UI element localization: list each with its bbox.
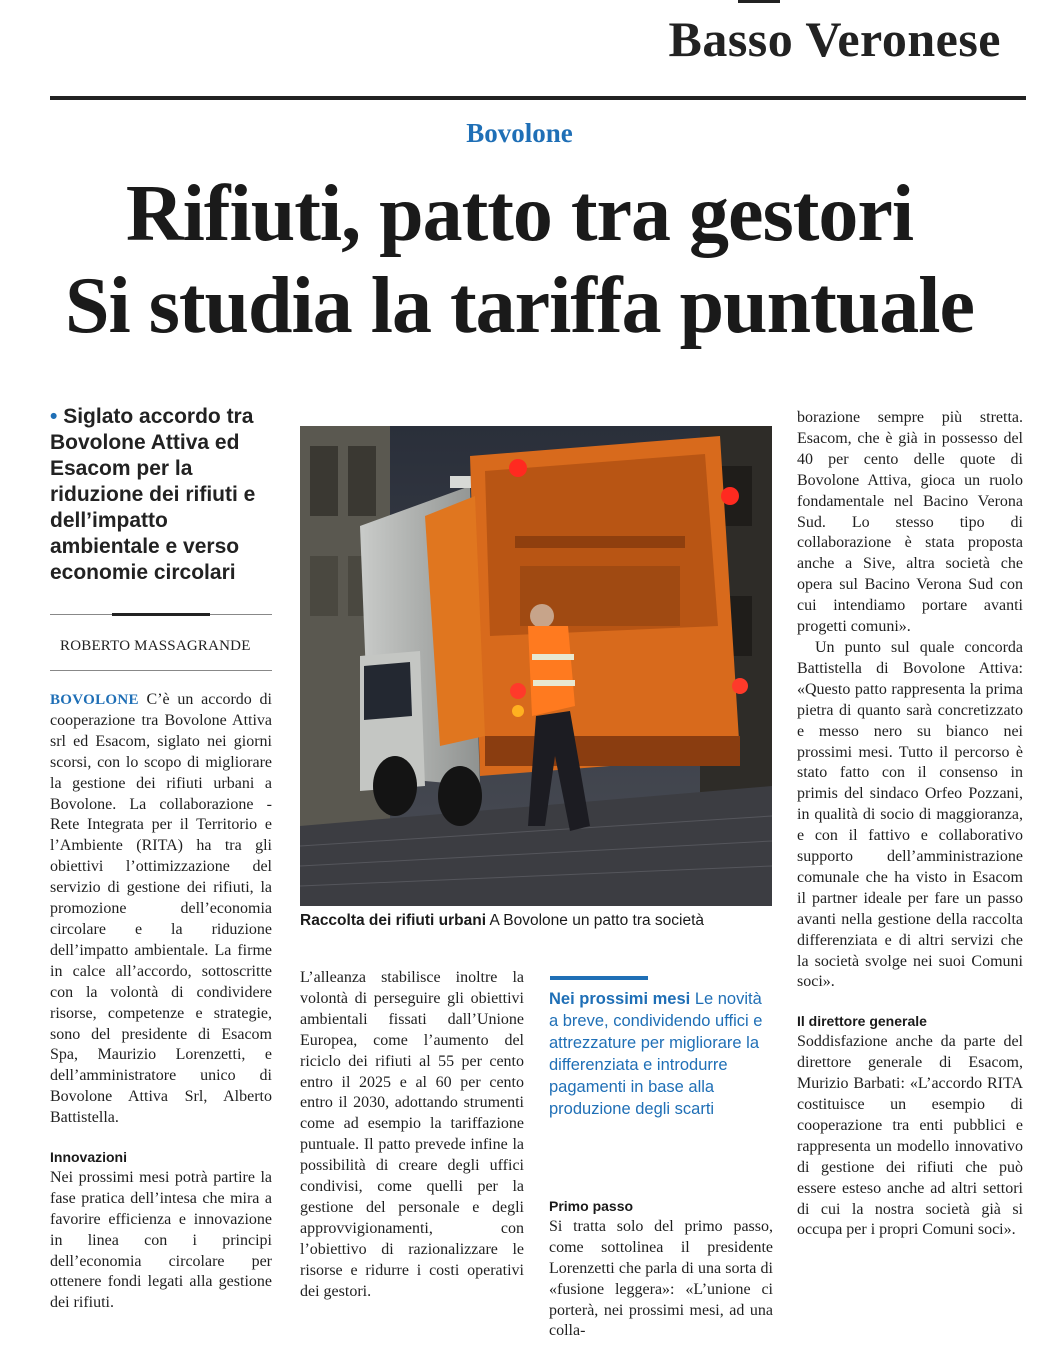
paragraph: borazione sempre più stretta. Esacom, che è già in possesso del 40 per cento delle quote di Bovolone Attiva, gioca un ruolo fondamentale nel Bacino Verona Sud. Lo stesso tipo di collaborazione è stata proposta anche a Sive, altra società che opera sul Bacino Verona Sud con cui intendiamo portare avanti progetti comuni». bbox=[797, 409, 1023, 636]
summary-text: Siglato accordo tra Bovolone Attiva ed Esacom per la riduzione dei rifiuti e dell’impatto ambientale e verso economie circolari bbox=[50, 405, 256, 584]
summary-bullet: • bbox=[50, 405, 58, 428]
photo-garbage-truck bbox=[300, 426, 772, 906]
caption-bold: Raccolta dei rifiuti urbani bbox=[300, 912, 487, 929]
photo-caption bbox=[300, 912, 780, 930]
header-tab-mark bbox=[738, 0, 780, 3]
article-column-3 bbox=[549, 1196, 773, 1342]
article-column-1 bbox=[50, 690, 272, 1314]
pullquote-text: Le novità a breve, condividendo uffici e attrezzature per migliorare la differenziata e introdurre pagamenti in base alla produzione degli scarti bbox=[549, 990, 763, 1118]
header-rule bbox=[50, 96, 1026, 100]
headline-line-2: Si studia la tariffa puntuale bbox=[65, 262, 974, 350]
dateline: BOVOLONE bbox=[50, 692, 139, 708]
photo-illustration bbox=[300, 426, 772, 906]
caption-text: A Bovolone un patto tra società bbox=[486, 912, 705, 929]
subhead-direttore: Il direttore generale bbox=[797, 1013, 927, 1030]
article-column-4 bbox=[797, 408, 1023, 1241]
paragraph: L’alleanza stabilisce inoltre la volontà di perseguire gli obiettivi ambientali fissati dall’Unione Europea, come l’aumento del riciclo dei rifiuti al 55 per cento entro il 2025 e al 60 per cento entro il 2030, adottando strumenti come ad esempio la tariffazione puntuale. Il patto prevede infine la possibilità di creare degli uffici condivisi, come quelli per la gestione del personale e degli approvvigionamenti, con l’obiettivo di razionalizzare le risorse e ridurre i costi operativi dei gestori. bbox=[300, 969, 524, 1300]
subhead-innovazioni: Innovazioni bbox=[50, 1149, 127, 1166]
kicker: Bovolone bbox=[466, 118, 573, 148]
section-title: Basso Veronese bbox=[668, 11, 1001, 67]
byline-rule bbox=[50, 670, 272, 671]
summary bbox=[50, 404, 275, 586]
pullquote-bold: Nei prossimi mesi bbox=[549, 990, 691, 1008]
paragraph: Si tratta solo del primo passo, come sottolinea il presidente Lorenzetti che parla di una sorta di «fusione leggera»: «L’unione ci porterà, nei prossimi mesi, ad una colla- bbox=[549, 1217, 773, 1340]
paragraph: Soddisfazione anche da parte del direttore generale di Esacom, Murizio Barbati: «L’accordo RITA costituisce un esempio di cooperazione tra enti pubblici e rappresenta un modello innovativo di gestione dei rifiuti che può essere esteso anche ad altri settori di cui la nostra società già si occupa per i propri Comuni soci». bbox=[797, 1033, 1023, 1239]
byline: ROBERTO MASSAGRANDE bbox=[60, 638, 251, 654]
summary-short-rule bbox=[112, 613, 210, 616]
subhead-primo-passo: Primo passo bbox=[549, 1198, 634, 1214]
paragraph: Nei prossimi mesi potrà partire la fase pratica dell’intesa che mira a favorire efficienza e innovazione in linea con i principi dell’economia circolare per ottenere fondi legati alla gestione dei rifiuti. bbox=[50, 1168, 272, 1312]
headline-line-1: Rifiuti, patto tra gestori bbox=[125, 170, 914, 258]
article-column-2 bbox=[300, 968, 524, 1303]
pullquote-bar bbox=[550, 976, 648, 980]
paragraph: Un punto sul quale concorda Battistella di Bovolone Attiva: «Questo patto rappresenta la prima pietra di quanto sarà concretizzato e messo nero su bianco nei prossimi mesi. Tutto il percorso è stato fatto con il consenso in primis del sindaco Orfeo Pozzani, in qualità di socio di maggioranza, e con il fattivo e collaborativo supporto dell’amministrazione comunale che ha visto in Esacom il partner ideale per fare un passo avanti nella gestione della raccolta differenziata e di altri servizi che la società svolge nei suoi Comuni soci». bbox=[797, 638, 1023, 991]
paragraph: BOVOLONE C’è un accordo di cooperazione tra Bovolone Attiva srl ed Esacom, siglato nei giorni scorsi, con lo scopo di migliorare la gestione dei rifiuti urbani a Bovolone. La collaborazione - Rete Integrata per il Territorio e l’Ambiente (RITA) ha tra gli obiettivi l’ottimizzazione del servizio di gestione dei rifiuti, la promozione dell’economia circolare e la riduzione dell’impatto ambientale. La firme in calce all’accordo, sottoscritte con la volontà di condividere risorse, competenze e strategie, sono del presidente di Esacom Spa, Maurizio Lorenzetti, e dell’amministratore unico di Bovolone Attiva Srl, Alberto Battistella. bbox=[50, 691, 272, 1127]
pullquote bbox=[549, 988, 774, 1120]
